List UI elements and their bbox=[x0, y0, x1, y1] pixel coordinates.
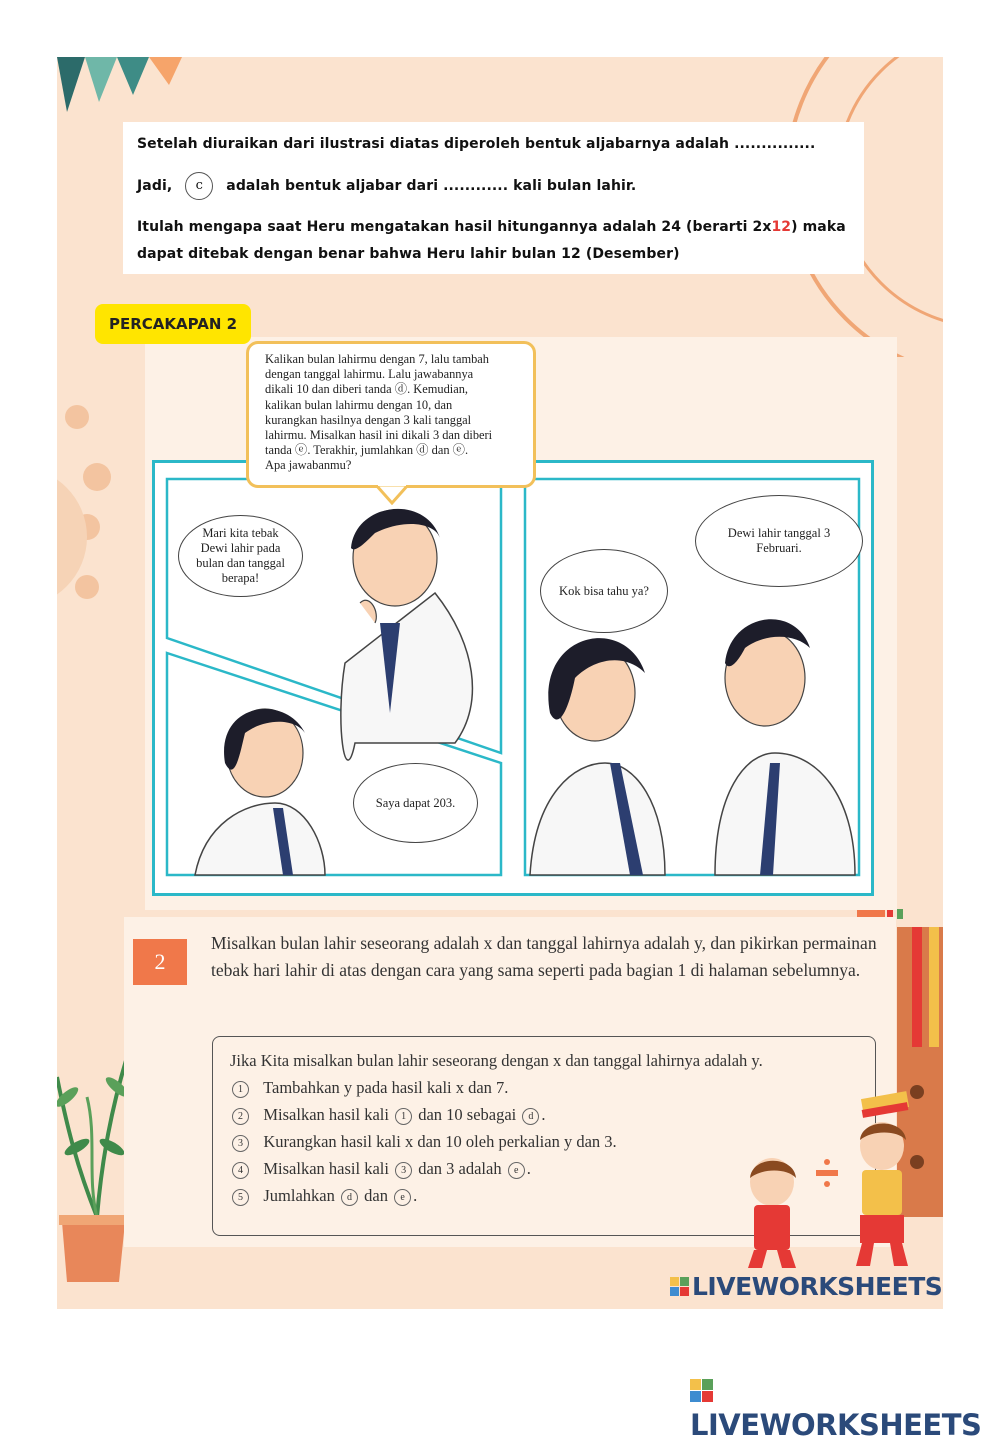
bunting-decoration bbox=[57, 57, 197, 127]
step-number: 3 bbox=[232, 1135, 249, 1152]
percakapan-badge: PERCAKAPAN 2 bbox=[95, 304, 251, 344]
intro-line-3-suffix: ) maka bbox=[791, 219, 846, 235]
step-text: dan 3 adalah bbox=[418, 1159, 502, 1178]
step-text: . bbox=[541, 1105, 546, 1124]
section-2-question: Misalkan bulan lahir seseorang adalah x dan tanggal lahirnya adalah y, dan pikirkan permainan tebak hari lahir di atas dengan cara yang sama seperti pada bagian 1 di halaman sebelumnya. bbox=[211, 933, 877, 980]
section-number: 2 bbox=[133, 939, 187, 985]
speech-bubble-guess: Mari kita tebak Dewi lahir pada bulan dan tanggal berapa! bbox=[178, 515, 303, 597]
bubble-line: Apa jawabanmu? bbox=[265, 458, 352, 473]
footer-brand-text: LIVEWORKSHEETS bbox=[690, 1408, 982, 1442]
step-text: Kurangkan hasil kali x dan 10 oleh perkalian y dan 3. bbox=[263, 1132, 617, 1151]
liveworksheets-logo-icon bbox=[690, 1379, 714, 1403]
step-2 bbox=[230, 1105, 546, 1125]
bubble-tail bbox=[376, 485, 408, 505]
step-4 bbox=[230, 1159, 531, 1179]
intro-line-2-prefix: Jadi, bbox=[137, 178, 173, 194]
steps-box-title: Jika Kita misalkan bulan lahir seseorang dengan x dan tanggal lahirnya adalah y. bbox=[230, 1051, 763, 1070]
step-text: dan 10 sebagai bbox=[418, 1105, 517, 1124]
bubble-line: Kalikan bulan lahirmu dengan 7, lalu tambah bbox=[265, 352, 489, 366]
step-text: . bbox=[526, 1159, 531, 1178]
circle-c-label: c bbox=[185, 172, 213, 200]
step-text: Misalkan hasil kali bbox=[263, 1105, 389, 1124]
step-text: Misalkan hasil kali bbox=[263, 1159, 389, 1178]
inner-brand bbox=[670, 1272, 942, 1301]
step-text: dan bbox=[364, 1186, 388, 1205]
step-text: Jumlahkan bbox=[263, 1186, 335, 1205]
intro-line-2-middle: adalah bentuk aljabar dari bbox=[226, 178, 439, 194]
intro-line-4: dapat ditebak dengan benar bahwa Heru lahir bulan 12 (Desember) bbox=[137, 246, 680, 262]
step-number: 2 bbox=[232, 1108, 249, 1125]
intro-line-2 bbox=[137, 172, 636, 200]
speech-bubble-saya: Saya dapat 203. bbox=[353, 763, 478, 843]
step-ref-circle: d bbox=[341, 1189, 358, 1206]
inner-brand-text: LIVEWORKSHEETS bbox=[692, 1272, 943, 1301]
dots-decoration bbox=[57, 387, 137, 647]
intro-line-1: Setelah diuraikan dari ilustrasi diatas diperoleh bentuk aljabarnya adalah ............... bbox=[137, 136, 816, 152]
step-ref-circle: d bbox=[522, 1108, 539, 1125]
kids-illustration bbox=[712, 1090, 942, 1270]
step-number: 1 bbox=[232, 1081, 249, 1098]
plant-illustration bbox=[57, 1017, 132, 1287]
step-text: . bbox=[413, 1186, 418, 1205]
step-ref-circle: 1 bbox=[395, 1108, 412, 1125]
step-number: 5 bbox=[232, 1189, 249, 1206]
answer-blank[interactable]: ............ bbox=[443, 178, 509, 194]
step-ref-circle: e bbox=[394, 1189, 411, 1206]
bubble-line: dikali 10 dan diberi tanda ⓓ. Kemudian, bbox=[265, 382, 469, 397]
step-3 bbox=[230, 1132, 617, 1152]
step-ref-circle: 3 bbox=[395, 1162, 412, 1179]
intro-line-3-prefix: Itulah mengapa saat Heru mengatakan hasil hitungannya adalah 24 (berarti 2x bbox=[137, 219, 772, 235]
liveworksheets-logo-icon bbox=[670, 1277, 690, 1297]
step-ref-circle: e bbox=[508, 1162, 525, 1179]
bubble-line: kalikan bulan lahirmu dengan 10, dan bbox=[265, 397, 453, 412]
step-number: 4 bbox=[232, 1162, 249, 1179]
step-5 bbox=[230, 1186, 417, 1206]
step-1 bbox=[230, 1078, 508, 1098]
bubble-line: dengan tanggal lahirmu. Lalu jawabannya bbox=[265, 367, 474, 382]
instruction-speech-bubble bbox=[246, 341, 536, 488]
bubble-line: tanda ⓔ. Terakhir, jumlahkan ⓓ dan ⓔ. bbox=[265, 443, 469, 458]
step-text: Tambahkan y pada hasil kali x dan 7. bbox=[263, 1078, 509, 1097]
intro-line-2-suffix: kali bulan lahir. bbox=[513, 178, 637, 194]
bubble-line: kurangkan hasilnya dengan 3 kali tanggal bbox=[265, 412, 472, 427]
bubble-line: lahirmu. Misalkan hasil ini dikali 3 dan diberi bbox=[265, 428, 493, 443]
footer-brand bbox=[690, 1374, 1000, 1442]
intro-text-box bbox=[123, 122, 864, 274]
speech-bubble-dewi: Dewi lahir tanggal 3 Februari. bbox=[695, 495, 863, 587]
intro-highlight-12: 12 bbox=[771, 219, 792, 235]
speech-bubble-kok: Kok bisa tahu ya? bbox=[540, 549, 668, 633]
intro-line-3 bbox=[137, 219, 846, 235]
